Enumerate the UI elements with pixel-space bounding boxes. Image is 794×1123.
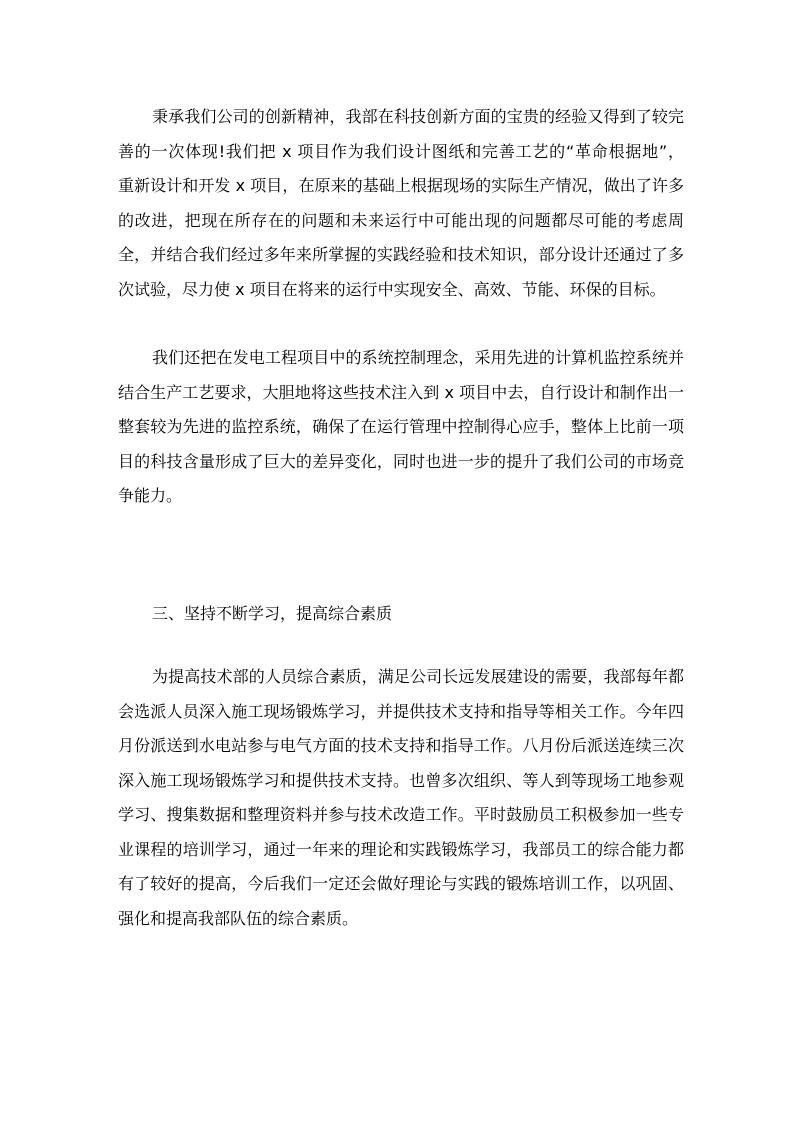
- text-line: 学习、搜集数据和整理资料并参与技术改造工作。平时鼓励员工积极参加一些专: [118, 805, 684, 824]
- text-line: 目的科技含量形成了巨大的差异变化，同时也进一步的提升了我们公司的市场竞: [118, 451, 684, 471]
- text-line: 业课程的培训学习，通过一年来的理论和实践锻炼学习，我部员工的综合能力都: [118, 839, 684, 859]
- text-line: 全，并结合我们经过多年来所掌握的实践经验和技术知识，部分设计还通过了多: [118, 245, 684, 264]
- text-line: 善的一次体现!我们把 x 项目作为我们设计图纸和完善工艺的“革命根据地”，: [118, 141, 684, 161]
- text-line: 有了较好的提高，今后我们一定还会做好理论与实践的锻炼培训工作，以巩固、: [118, 874, 684, 893]
- section-heading: [118, 597, 684, 632]
- text-line: 秉承我们公司的创新精神，我部在科技创新方面的宝贵的经验又得到了较完: [152, 107, 684, 126]
- text-line: 为提高技术部的人员综合素质，满足公司长远发展建设的需要，我部每年都: [152, 667, 684, 686]
- text-line: 结合生产工艺要求，大胆地将这些技术注入到 x 项目中去，自行设计和制作出一: [118, 382, 684, 402]
- text-line: 会选派人员深入施工现场锻炼学习，并提供技术支持和指导等相关工作。今年四: [118, 701, 684, 721]
- text-line: 月份派送到水电站参与电气方面的技术支持和指导工作。八月份后派送连续三次: [118, 736, 684, 755]
- text-line: 的改进，把现在所存在的问题和未来运行中可能出现的问题都尽可能的考虑周: [118, 210, 684, 230]
- text-line: 强化和提高我部队伍的综合素质。: [118, 908, 359, 928]
- paragraph-innovation: [118, 100, 684, 307]
- text-line: 重新设计和开发 x 项目，在原来的基础上根据现场的实际生产情况，做出了许多: [118, 176, 684, 195]
- text-line: 深入施工现场锻炼学习和提供技术支持。也曾多次组织、等人到等现场工地参观: [118, 770, 684, 790]
- text-line: 整套较为先进的监控系统，确保了在运行管理中控制得心应手，整体上比前一项: [118, 417, 684, 436]
- section-heading-text: 三、坚持不断学习，提高综合素质: [152, 604, 393, 623]
- text-line: 次试验，尽力使 x 项目在将来的运行中实现安全、高效、节能、环保的目标。: [118, 279, 666, 299]
- text-line: 争能力。: [118, 486, 183, 505]
- paragraph-training: [118, 660, 684, 936]
- paragraph-monitoring-system: [118, 341, 684, 514]
- text-line: 我们还把在发电工程项目中的系统控制理念，采用先进的计算机监控系统并: [152, 348, 684, 367]
